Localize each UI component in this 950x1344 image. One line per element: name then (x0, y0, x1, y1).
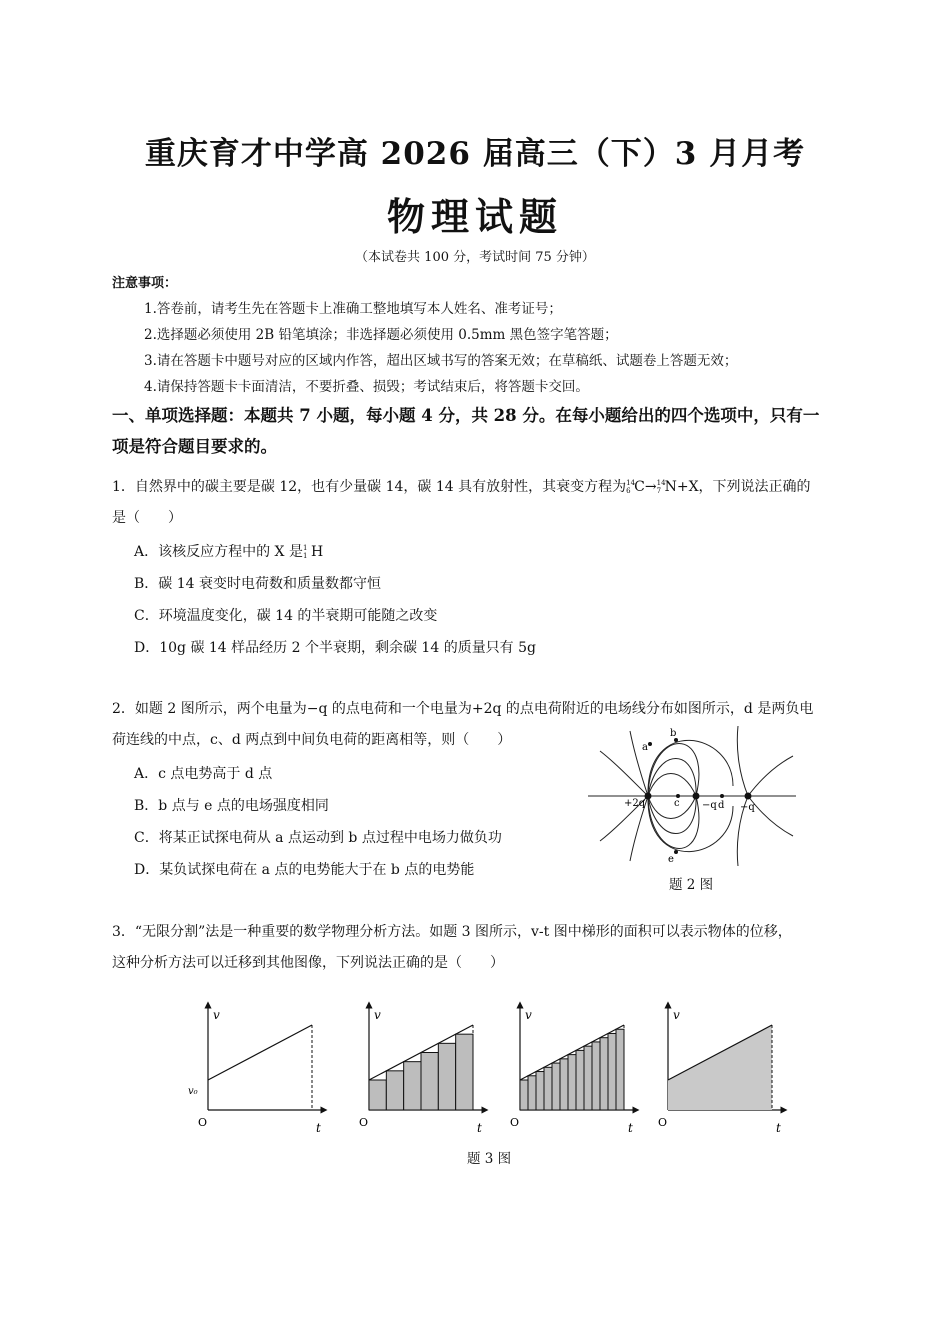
figure-2-caption: 题 2 图 (669, 877, 714, 893)
figure-3-caption: 题 3 图 (467, 1151, 512, 1167)
strip-bar (592, 1042, 600, 1110)
axis-v-label: v (673, 1008, 680, 1022)
exam-title: 重庆育才中学高 2026 届高三（下）3 月月考 (144, 136, 806, 172)
q1-option-b[interactable]: B．碳 14 衰变时电荷数和质量数都守恒 (134, 576, 382, 592)
origin-label: O (359, 1116, 369, 1129)
label-a: a (642, 742, 648, 753)
strip-bar (584, 1046, 592, 1110)
strip-bar (404, 1062, 421, 1110)
nitrogen-nuclide: 14 7 (656, 479, 666, 495)
q1-option-c[interactable]: C．环境温度变化，碳 14 的半衰期可能随之改变 (134, 608, 438, 624)
section-heading (112, 400, 847, 462)
strip-bar (544, 1067, 552, 1110)
strip-bar (528, 1076, 536, 1110)
question-1-text: 是（ ） (112, 510, 182, 526)
section-heading-line: 项是符合题目要求的。 (112, 437, 277, 456)
strip-bar (560, 1059, 568, 1110)
label-minus-q: −q (702, 800, 717, 811)
strip-bar (616, 1029, 624, 1110)
origin-label: O (658, 1116, 668, 1129)
strip-bar (369, 1080, 386, 1110)
label-b: b (670, 728, 677, 739)
question-3-stem (112, 917, 847, 979)
strip-bar (520, 1080, 528, 1110)
carbon-nuclide: 14 6 (626, 479, 636, 495)
label-minus-q: −q (740, 802, 755, 813)
origin-label: O (510, 1116, 520, 1129)
strip-bar (386, 1071, 403, 1110)
velocity-line (208, 1025, 312, 1080)
notice-item: 2.选择题必须使用 2B 铅笔填涂；非选择题必须使用 0.5mm 黑色签字笔答题； (144, 327, 618, 343)
axis-v-label: v (213, 1008, 220, 1022)
strip-bar (438, 1043, 455, 1110)
question-3-text: 3．“无限分割”法是一种重要的数学物理分析方法。如题 3 图所示，v-t 图中梯形的面积可以表示物体的位移， (112, 924, 792, 940)
strip-bar (600, 1038, 608, 1110)
label-c: c (674, 798, 680, 809)
axis-t-label: t (316, 1121, 321, 1135)
strip-bar (552, 1063, 560, 1110)
notice-item: 1.答卷前，请考生先在答题卡上准确工整地填写本人姓名、准考证号； (144, 301, 562, 317)
q1-option-a[interactable]: A．该核反应方程中的 X 是 1 1 H (134, 544, 324, 560)
axis-t-label: t (477, 1121, 482, 1135)
axis-v-label: v (525, 1008, 532, 1022)
q2-option-b[interactable]: B．b 点与 e 点的电场强度相同 (134, 798, 329, 814)
notice-heading: 注意事项： (112, 276, 178, 291)
axis-t-label: t (628, 1121, 633, 1135)
question-3-text: 这种分析方法可以迁移到其他图像，下列说法正确的是（ ） (112, 955, 504, 971)
q2-option-c[interactable]: C．将某正试探电荷从 a 点运动到 b 点过程中电场力做负功 (134, 830, 502, 846)
notice-item: 3.请在答题卡中题号对应的区域内作答，超出区域书写的答案无效；在草稿纸、试题卷上答题无效； (144, 353, 738, 369)
strip-bar (576, 1050, 584, 1110)
q1-option-d[interactable]: D．10g 碳 14 样品经历 2 个半衰期，剩余碳 14 的质量只有 5g (134, 640, 537, 656)
question-2-text: 2．如题 2 图所示，两个电量为−q 的点电荷和一个电量为+2q 的点电荷附近的电场线分布如图所示，d 是两负电 (112, 701, 814, 717)
q2-option-d[interactable]: D．某负试探电荷在 a 点的电势能大于在 b 点的电势能 (134, 862, 475, 878)
strip-bar (568, 1055, 576, 1110)
v0-label: v₀ (188, 1086, 198, 1097)
strip-bar (421, 1053, 438, 1111)
question-2-text: 荷连线的中点，c、d 两点到中间负电荷的距离相等，则（ ） (112, 732, 512, 748)
vt-graphs-figure (180, 1000, 790, 1135)
notice-item: 4.请保持答题卡卡面清洁，不要折叠、损毁；考试结束后，将答题卡交回。 (144, 379, 589, 395)
strip-bar (536, 1072, 544, 1110)
area-fill (668, 1025, 772, 1110)
axis-t-label: t (776, 1121, 781, 1135)
exam-info: （本试卷共 100 分，考试时间 75 分钟） (355, 250, 595, 265)
question-1-stem: 1．自然界中的碳主要是碳 12，也有少量碳 14，碳 14 具有放射性，其衰变方程为 14 6 C→ 14 7 N+X，下列说法正确的 是（ ） (112, 472, 847, 534)
strip-bar (456, 1034, 473, 1110)
hydrogen-nuclide: 1 1 (302, 544, 308, 560)
label-d: d (718, 800, 725, 811)
label-plus-2q: +2q (624, 798, 646, 809)
origin-label: O (198, 1116, 208, 1129)
electric-field-diagram (588, 726, 800, 866)
subject-title: 物理试题 (386, 194, 563, 239)
question-1-text: 1．自然界中的碳主要是碳 12，也有少量碳 14，碳 14 具有放射性，其衰变方程为 (112, 479, 627, 495)
q2-option-a[interactable]: A．c 点电势高于 d 点 (134, 766, 273, 782)
label-e: e (668, 854, 674, 865)
section-heading-line: 一、单项选择题：本题共 7 小题，每小题 4 分，共 28 分。在每小题给出的四个选项中，只有一 (112, 406, 820, 425)
strip-bar (608, 1033, 616, 1110)
axis-v-label: v (374, 1008, 381, 1022)
